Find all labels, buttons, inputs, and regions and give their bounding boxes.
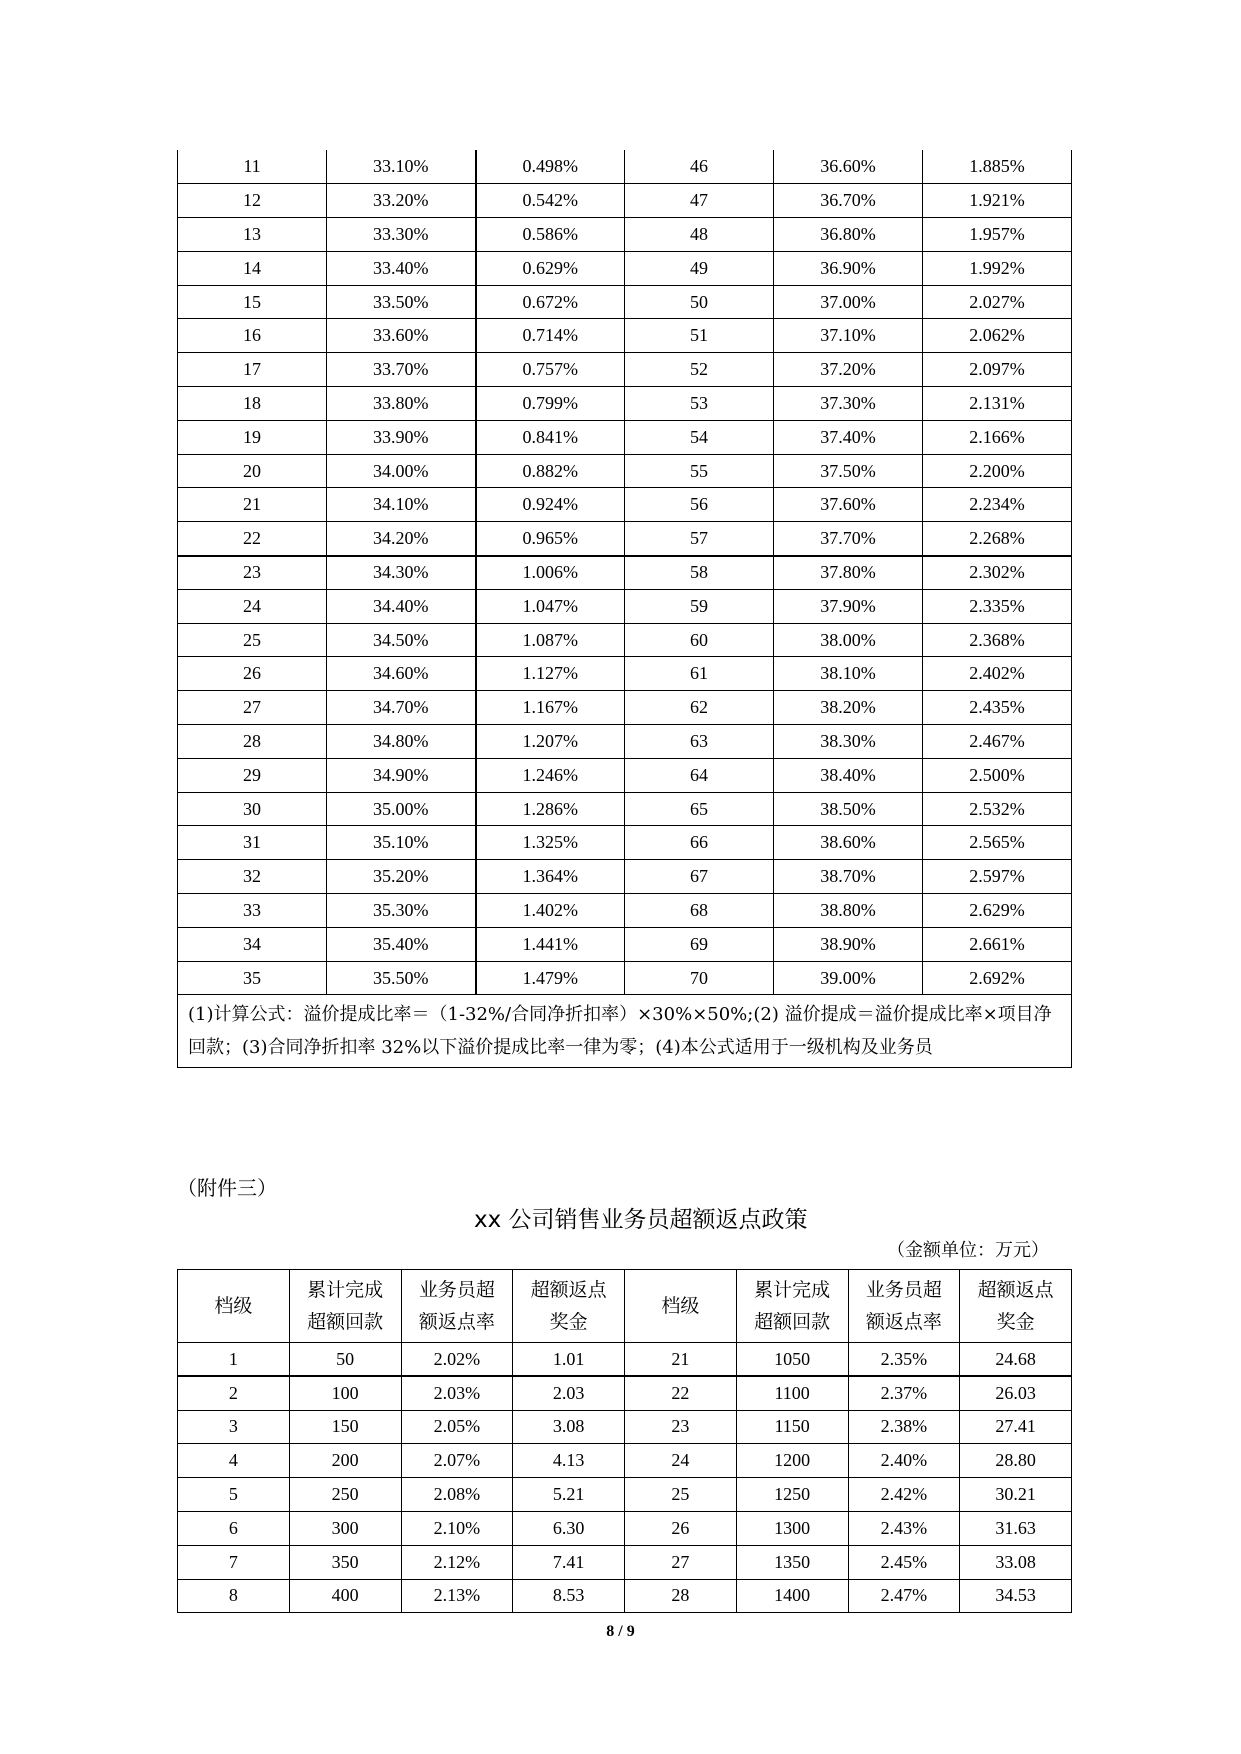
formula-notes-row [178,995,1072,1068]
grade-cell: 12 [178,184,327,218]
policy-title: xx 公司销售业务员超额返点政策 [474,1207,808,1233]
cumulative-excess-collection-cell: 1250 [736,1478,848,1512]
net-discount-rate-cell: 34.70% [327,691,476,725]
grade-cell: 60 [625,623,774,657]
cumulative-excess-collection-cell: 1200 [736,1444,848,1478]
rebate-rate-cell: 2.10% [401,1511,513,1545]
rebate-bonus-cell: 7.41 [513,1545,625,1579]
net-discount-rate-cell: 35.40% [327,927,476,961]
premium-commission-rate-cell: 2.166% [923,420,1072,454]
net-discount-rate-cell: 38.00% [774,623,923,657]
grade-cell: 22 [178,522,327,556]
grade-cell: 61 [625,657,774,691]
net-discount-rate-cell: 38.80% [774,894,923,928]
net-discount-rate-cell: 37.00% [774,285,923,319]
grade-cell: 51 [625,319,774,353]
table-row [178,488,1072,522]
net-discount-rate-cell: 36.70% [774,184,923,218]
table-row [178,420,1072,454]
grade-cell: 34 [178,927,327,961]
grade-cell: 54 [625,420,774,454]
table-row [178,725,1072,759]
rebate-bonus-cell: 1.01 [513,1343,625,1377]
table-row [178,691,1072,725]
cumulative-excess-collection-cell: 200 [289,1444,401,1478]
column-header-rebate-rate: 业务员超 额返点率 [401,1270,513,1343]
column-header-grade: 档级 [625,1270,737,1343]
rebate-rate-cell: 2.13% [401,1579,513,1613]
table-row [178,894,1072,928]
cumulative-excess-collection-cell: 50 [289,1343,401,1377]
premium-commission-rate-cell: 2.629% [923,894,1072,928]
rebate-rate-cell: 2.07% [401,1444,513,1478]
cumulative-excess-collection-cell: 1400 [736,1579,848,1613]
rebate-bonus-cell: 6.30 [513,1511,625,1545]
grade-cell: 21 [625,1343,737,1377]
grade-cell: 53 [625,387,774,421]
net-discount-rate-cell: 33.50% [327,285,476,319]
premium-commission-rate-cell: 0.714% [476,319,625,353]
rebate-bonus-cell: 2.03 [513,1376,625,1410]
rebate-bonus-cell: 33.08 [960,1545,1072,1579]
premium-commission-rate-cell: 2.532% [923,792,1072,826]
premium-commission-rate-cell: 1.087% [476,623,625,657]
table-row [178,961,1072,995]
premium-commission-rate-cell: 0.672% [476,285,625,319]
column-header-cumulative-excess-collection: 累计完成 超额回款 [736,1270,848,1343]
net-discount-rate-cell: 38.10% [774,657,923,691]
grade-cell: 55 [625,454,774,488]
grade-cell: 6 [178,1511,290,1545]
rebate-bonus-cell: 4.13 [513,1444,625,1478]
premium-commission-rate-cell: 0.629% [476,251,625,285]
grade-cell: 64 [625,758,774,792]
grade-cell: 29 [178,758,327,792]
cumulative-excess-collection-cell: 300 [289,1511,401,1545]
premium-commission-rate-cell: 2.368% [923,623,1072,657]
rebate-rate-cell: 2.47% [848,1579,960,1613]
grade-cell: 18 [178,387,327,421]
table-row [178,353,1072,387]
net-discount-rate-cell: 37.30% [774,387,923,421]
net-discount-rate-cell: 34.30% [327,556,476,590]
grade-cell: 58 [625,556,774,590]
column-header-rebate-bonus: 超额返点 奖金 [513,1270,625,1343]
table-row [178,657,1072,691]
table-row [178,623,1072,657]
rebate-bonus-cell: 26.03 [960,1376,1072,1410]
table-row [178,860,1072,894]
net-discount-rate-cell: 33.70% [327,353,476,387]
table-row [178,1579,1072,1613]
cumulative-excess-collection-cell: 1150 [736,1410,848,1444]
rebate-rate-cell: 2.37% [848,1376,960,1410]
net-discount-rate-cell: 35.20% [327,860,476,894]
rebate-rate-cell: 2.45% [848,1545,960,1579]
premium-commission-rate-cell: 1.885% [923,150,1072,184]
rebate-bonus-cell: 5.21 [513,1478,625,1512]
grade-cell: 27 [625,1545,737,1579]
premium-commission-rate-cell: 1.246% [476,758,625,792]
premium-commission-rate-cell: 0.924% [476,488,625,522]
net-discount-rate-cell: 38.50% [774,792,923,826]
net-discount-rate-cell: 33.60% [327,319,476,353]
net-discount-rate-cell: 34.00% [327,454,476,488]
premium-commission-rate-cell: 0.542% [476,184,625,218]
cumulative-excess-collection-cell: 100 [289,1376,401,1410]
net-discount-rate-cell: 35.00% [327,792,476,826]
grade-cell: 32 [178,860,327,894]
excess-rebate-table-body [178,1343,1072,1613]
grade-cell: 62 [625,691,774,725]
rebate-rate-cell: 2.03% [401,1376,513,1410]
table-row [178,589,1072,623]
grade-cell: 49 [625,251,774,285]
table-row [178,927,1072,961]
premium-commission-rate-cell: 0.799% [476,387,625,421]
net-discount-rate-cell: 33.80% [327,387,476,421]
table-row [178,792,1072,826]
table-row [178,522,1072,556]
rebate-bonus-cell: 24.68 [960,1343,1072,1377]
rebate-rate-cell: 2.35% [848,1343,960,1377]
premium-commission-rate-cell: 2.268% [923,522,1072,556]
premium-commission-rate-cell: 1.957% [923,218,1072,252]
premium-commission-rate-cell: 0.586% [476,218,625,252]
net-discount-rate-cell: 34.90% [327,758,476,792]
net-discount-rate-cell: 35.50% [327,961,476,995]
premium-commission-rate-cell: 1.479% [476,961,625,995]
premium-commission-rate-cell: 2.335% [923,589,1072,623]
page-number: 8 / 9 [606,1623,635,1640]
premium-commission-rate-cell: 1.402% [476,894,625,928]
rebate-bonus-cell: 30.21 [960,1478,1072,1512]
rebate-rate-cell: 2.08% [401,1478,513,1512]
table-row [178,150,1072,184]
grade-cell: 63 [625,725,774,759]
grade-cell: 2 [178,1376,290,1410]
grade-cell: 35 [178,961,327,995]
premium-commission-rate-cell: 1.006% [476,556,625,590]
grade-cell: 56 [625,488,774,522]
cumulative-excess-collection-cell: 1350 [736,1545,848,1579]
net-discount-rate-cell: 33.20% [327,184,476,218]
grade-cell: 21 [178,488,327,522]
cumulative-excess-collection-cell: 1300 [736,1511,848,1545]
grade-cell: 20 [178,454,327,488]
rebate-bonus-cell: 28.80 [960,1444,1072,1478]
grade-cell: 48 [625,218,774,252]
grade-cell: 17 [178,353,327,387]
table-row [178,758,1072,792]
net-discount-rate-cell: 36.60% [774,150,923,184]
net-discount-rate-cell: 33.10% [327,150,476,184]
premium-commission-rate-cell: 2.062% [923,319,1072,353]
net-discount-rate-cell: 37.90% [774,589,923,623]
premium-commission-rate-cell: 2.402% [923,657,1072,691]
net-discount-rate-cell: 37.40% [774,420,923,454]
column-header-cumulative-excess-collection: 累计完成 超额回款 [289,1270,401,1343]
rebate-rate-cell: 2.42% [848,1478,960,1512]
net-discount-rate-cell: 37.20% [774,353,923,387]
grade-cell: 24 [625,1444,737,1478]
table-row [178,251,1072,285]
net-discount-rate-cell: 38.60% [774,826,923,860]
grade-cell: 25 [178,623,327,657]
net-discount-rate-cell: 38.40% [774,758,923,792]
premium-commission-rate-cell: 2.131% [923,387,1072,421]
net-discount-rate-cell: 35.10% [327,826,476,860]
grade-cell: 68 [625,894,774,928]
grade-cell: 24 [178,589,327,623]
grade-cell: 65 [625,792,774,826]
premium-commission-rate-cell: 0.498% [476,150,625,184]
grade-cell: 15 [178,285,327,319]
premium-commission-table [177,150,1072,1068]
table-row [178,1444,1072,1478]
premium-commission-rate-cell: 2.565% [923,826,1072,860]
grade-cell: 7 [178,1545,290,1579]
net-discount-rate-cell: 33.30% [327,218,476,252]
grade-cell: 16 [178,319,327,353]
net-discount-rate-cell: 34.20% [327,522,476,556]
premium-commission-rate-cell: 2.027% [923,285,1072,319]
net-discount-rate-cell: 37.50% [774,454,923,488]
excess-rebate-table [177,1269,1072,1613]
net-discount-rate-cell: 34.50% [327,623,476,657]
table-row [178,184,1072,218]
net-discount-rate-cell: 33.90% [327,420,476,454]
rebate-bonus-cell: 31.63 [960,1511,1072,1545]
grade-cell: 25 [625,1478,737,1512]
grade-cell: 59 [625,589,774,623]
cumulative-excess-collection-cell: 1050 [736,1343,848,1377]
grade-cell: 66 [625,826,774,860]
rebate-rate-cell: 2.02% [401,1343,513,1377]
premium-commission-rate-cell: 0.965% [476,522,625,556]
rebate-bonus-cell: 8.53 [513,1579,625,1613]
premium-commission-rate-cell: 2.661% [923,927,1072,961]
rebate-rate-cell: 2.05% [401,1410,513,1444]
premium-commission-rate-cell: 2.692% [923,961,1072,995]
column-header-grade: 档级 [178,1270,290,1343]
table-row [178,387,1072,421]
table-row [178,319,1072,353]
table-row [178,1376,1072,1410]
amount-unit-note: （金额单位：万元） [887,1240,1049,1261]
grade-cell: 5 [178,1478,290,1512]
table-row [178,1478,1072,1512]
premium-commission-rate-cell: 1.286% [476,792,625,826]
premium-commission-rate-cell: 0.757% [476,353,625,387]
net-discount-rate-cell: 34.40% [327,589,476,623]
column-header-rebate-bonus: 超额返点 奖金 [960,1270,1072,1343]
table-row [178,1343,1072,1377]
premium-commission-rate-cell: 1.992% [923,251,1072,285]
premium-commission-rate-cell: 2.597% [923,860,1072,894]
grade-cell: 8 [178,1579,290,1613]
premium-commission-rate-cell: 0.882% [476,454,625,488]
cumulative-excess-collection-cell: 400 [289,1579,401,1613]
grade-cell: 26 [625,1511,737,1545]
premium-commission-rate-cell: 1.047% [476,589,625,623]
net-discount-rate-cell: 39.00% [774,961,923,995]
net-discount-rate-cell: 36.80% [774,218,923,252]
net-discount-rate-cell: 37.70% [774,522,923,556]
net-discount-rate-cell: 36.90% [774,251,923,285]
rebate-bonus-cell: 3.08 [513,1410,625,1444]
net-discount-rate-cell: 35.30% [327,894,476,928]
grade-cell: 50 [625,285,774,319]
premium-commission-rate-cell: 2.200% [923,454,1072,488]
net-discount-rate-cell: 37.10% [774,319,923,353]
table-row [178,1410,1072,1444]
grade-cell: 52 [625,353,774,387]
table-header-row [178,1270,1072,1343]
grade-cell: 19 [178,420,327,454]
premium-commission-table-body [178,150,1072,995]
premium-commission-rate-cell: 1.207% [476,725,625,759]
table-row [178,454,1072,488]
grade-cell: 70 [625,961,774,995]
grade-cell: 31 [178,826,327,860]
net-discount-rate-cell: 34.10% [327,488,476,522]
grade-cell: 13 [178,218,327,252]
grade-cell: 67 [625,860,774,894]
cumulative-excess-collection-cell: 250 [289,1478,401,1512]
grade-cell: 14 [178,251,327,285]
grade-cell: 57 [625,522,774,556]
rebate-bonus-cell: 27.41 [960,1410,1072,1444]
grade-cell: 27 [178,691,327,725]
rebate-rate-cell: 2.43% [848,1511,960,1545]
attachment-label: （附件三） [177,1176,277,1200]
net-discount-rate-cell: 38.20% [774,691,923,725]
net-discount-rate-cell: 34.60% [327,657,476,691]
net-discount-rate-cell: 34.80% [327,725,476,759]
grade-cell: 23 [625,1410,737,1444]
cumulative-excess-collection-cell: 350 [289,1545,401,1579]
net-discount-rate-cell: 38.90% [774,927,923,961]
grade-cell: 4 [178,1444,290,1478]
table-row [178,218,1072,252]
grade-cell: 23 [178,556,327,590]
premium-commission-rate-cell: 2.097% [923,353,1072,387]
grade-cell: 11 [178,150,327,184]
rebate-bonus-cell: 34.53 [960,1579,1072,1613]
table-row [178,1545,1072,1579]
net-discount-rate-cell: 37.60% [774,488,923,522]
premium-commission-rate-cell: 2.234% [923,488,1072,522]
table-row [178,285,1072,319]
rebate-rate-cell: 2.12% [401,1545,513,1579]
formula-notes: (1)计算公式：溢价提成比率＝（1-32%/合同净折扣率）×30%×50%;(2) 溢价提成＝溢价提成比率×项目净回款；(3)合同净折扣率 32%以下溢价提成比率一律为零；(4)本公式适用于一级机构及业务员 [178,995,1072,1068]
grade-cell: 69 [625,927,774,961]
premium-commission-rate-cell: 1.364% [476,860,625,894]
table-row [178,826,1072,860]
premium-commission-rate-cell: 1.325% [476,826,625,860]
net-discount-rate-cell: 38.30% [774,725,923,759]
net-discount-rate-cell: 38.70% [774,860,923,894]
premium-commission-rate-cell: 2.302% [923,556,1072,590]
net-discount-rate-cell: 33.40% [327,251,476,285]
premium-commission-rate-cell: 1.921% [923,184,1072,218]
premium-commission-rate-cell: 2.500% [923,758,1072,792]
table-row [178,1511,1072,1545]
premium-commission-rate-cell: 1.127% [476,657,625,691]
rebate-rate-cell: 2.38% [848,1410,960,1444]
premium-commission-rate-cell: 2.435% [923,691,1072,725]
premium-commission-rate-cell: 1.167% [476,691,625,725]
net-discount-rate-cell: 37.80% [774,556,923,590]
grade-cell: 1 [178,1343,290,1377]
cumulative-excess-collection-cell: 1100 [736,1376,848,1410]
grade-cell: 30 [178,792,327,826]
rebate-rate-cell: 2.40% [848,1444,960,1478]
premium-commission-rate-cell: 0.841% [476,420,625,454]
premium-commission-rate-cell: 1.441% [476,927,625,961]
grade-cell: 47 [625,184,774,218]
column-header-rebate-rate: 业务员超 额返点率 [848,1270,960,1343]
grade-cell: 33 [178,894,327,928]
grade-cell: 3 [178,1410,290,1444]
grade-cell: 22 [625,1376,737,1410]
table-row [178,556,1072,590]
grade-cell: 26 [178,657,327,691]
premium-commission-rate-cell: 2.467% [923,725,1072,759]
cumulative-excess-collection-cell: 150 [289,1410,401,1444]
grade-cell: 28 [178,725,327,759]
grade-cell: 28 [625,1579,737,1613]
grade-cell: 46 [625,150,774,184]
